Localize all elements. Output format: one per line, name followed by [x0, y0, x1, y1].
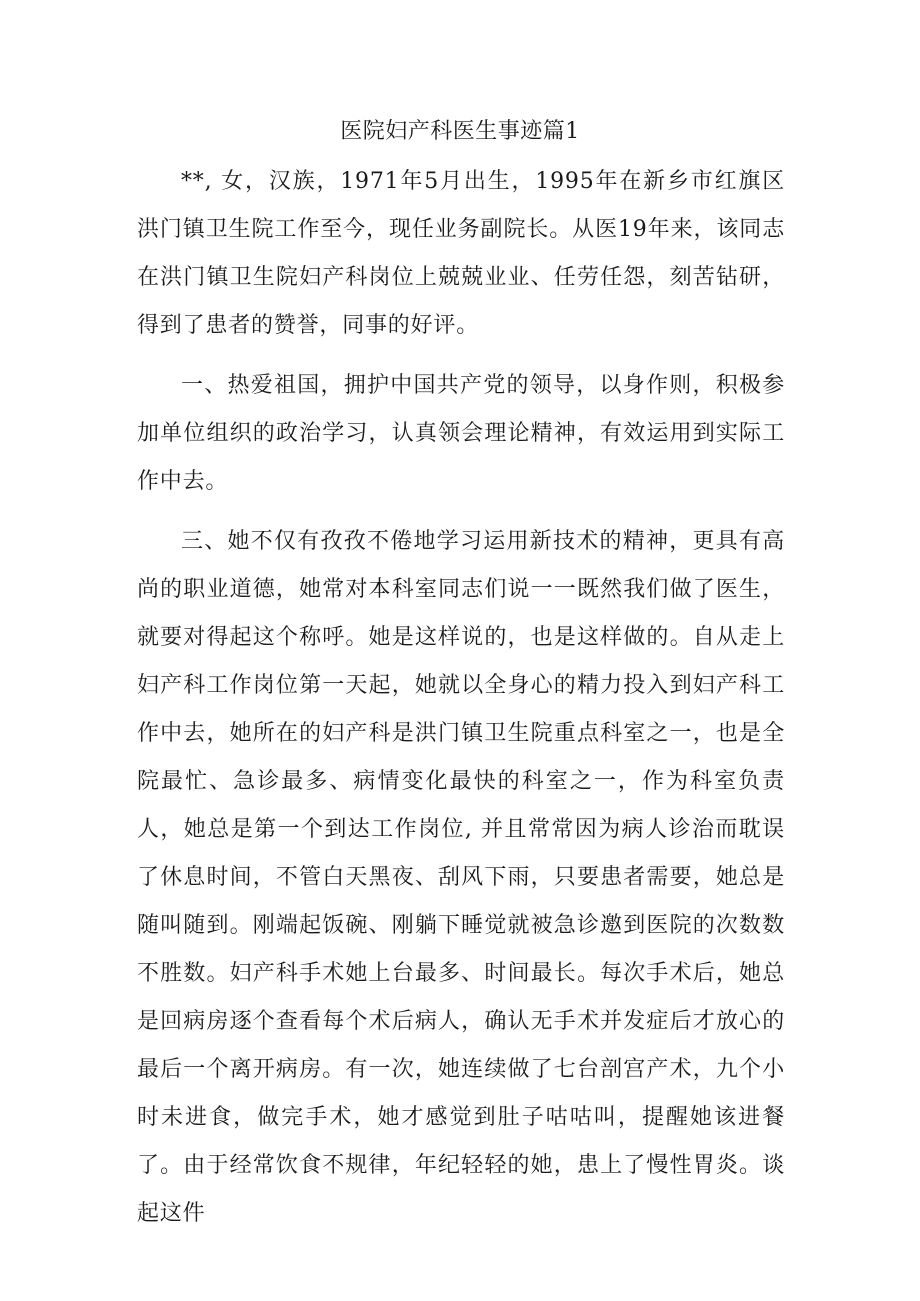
document-title: 医院妇产科医生事迹篇1 — [340, 119, 580, 144]
paragraph-intro: **, 女，汉族，1971年5月出生，1995年在新乡市红旗区洪门镇卫生院工作至今，现任业务副院长。从医19年来，该同志在洪门镇卫生院妇产科岗位上兢兢业业、任劳任怨，刻苦钻研，得到了患者的赞誉，同事的好评。 — [137, 169, 785, 338]
paragraph-section-three: 三、她不仅有孜孜不倦地学习运用新技术的精神，更具有高尚的职业道德，她常对本科室同志们说一一既然我们做了医生，就要对得起这个称呼。她是这样说的，也是这样做的。自从走上妇产科工作岗位第一天起，她就以全身心的精力投入到妇产科工作中去，她所在的妇产科是洪门镇卫生院重点科室之一，也是全院最忙、急诊最多、病情变化最快的科室之一，作为科室负责人，她总是第一个到达工作岗位, 并且常常因为病人诊治而耽误了休息时间，不管白天黑夜、刮风下雨，只要患者需要，她总是随叫随到。刚端起饭碗、刚躺下睡觉就被急诊邀到医院的次数数不胜数。妇产科手术她上台最多、时间最长。每次手术后，她总是回病房逐个查看每个术后病人，确认无手术并发症后才放心的最后一个离开病房。有一次，她连续做了七台剖宫产术，九个小时未进食，做完手术，她才感觉到肚子咕咕叫，提醒她该进餐了。由于经常饮食不规律，年纪轻轻的她，患上了慢性胃炎。谈起这件 — [137, 529, 785, 1226]
paragraph-section-one: 一、热爱祖国，拥护中国共产党的领导，以身作则，积极参加单位组织的政治学习，认真领会理论精神，有效运用到实际工作中去。 — [137, 373, 785, 494]
document-body — [137, 158, 785, 1250]
